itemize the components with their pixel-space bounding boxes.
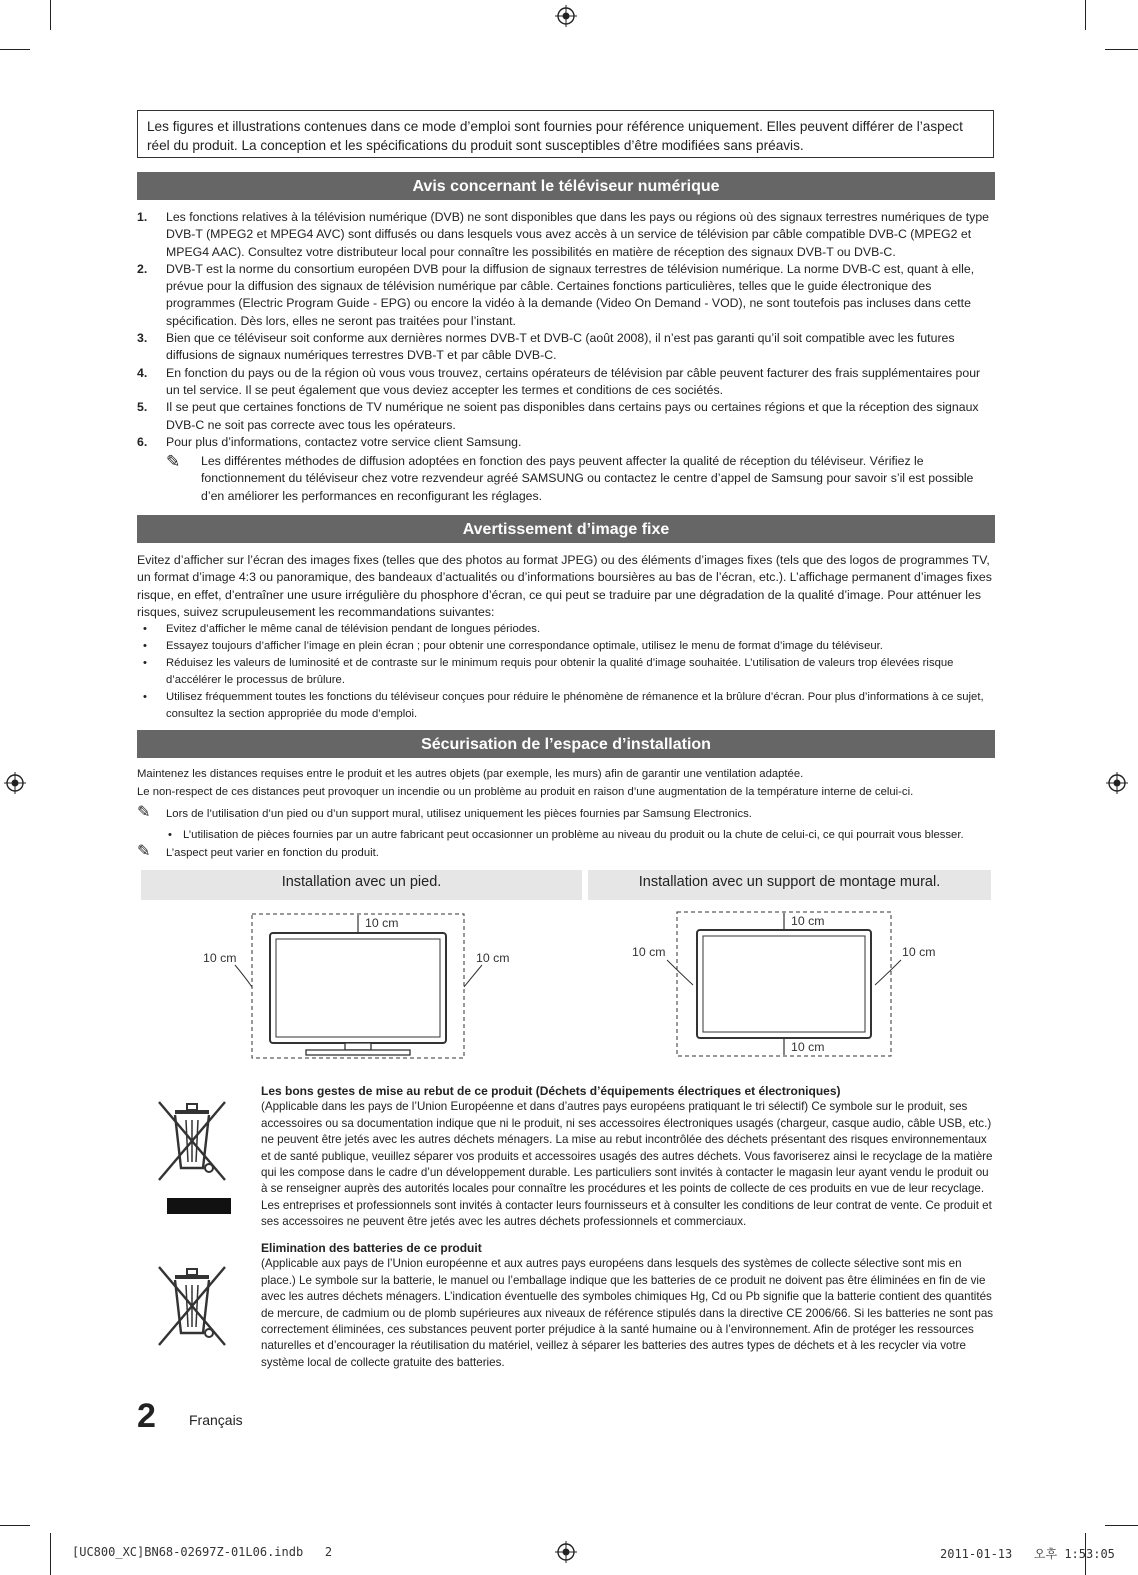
registration-mark-icon — [555, 1541, 577, 1563]
pencil-note-icon: ✎ — [137, 843, 151, 860]
intro-notice-box — [137, 110, 994, 158]
battery-block — [261, 1240, 995, 1371]
crop-mark — [1085, 0, 1086, 30]
crop-mark — [0, 49, 30, 50]
weee-block — [261, 1083, 995, 1231]
list-item: 5. Il se peut que certaines fonctions de TV numérique ne soient pas disponibles dans certains pays ou certaines régions et que la réception des signaux DVB-C ne soit pas correcte avec tous les opérateurs. — [137, 400, 979, 432]
stand-install-diagram — [190, 905, 530, 1060]
section-header-still-image: Avertissement d’image fixe — [137, 515, 995, 543]
install-note-2: ✎ L’aspect peut varier en fonction du produit. — [137, 843, 379, 860]
page-number: 2 — [137, 1397, 156, 1435]
distance-label-top: 10 cm — [791, 914, 825, 928]
crop-mark — [50, 0, 51, 30]
pencil-note-icon: ✎ — [137, 804, 151, 821]
still-image-intro: Evitez d’afficher sur l’écran des images fixes (telles que des photos au format JPEG) ou des éléments d’images fixes (tels que des logos de programmes TV, un format d’image 4:3 ou panoramique, des bandeaux d’actualités ou d’informations boursières au bas de l’écran, etc.). L’affichage permanent d’images fixes risque, en effet, d’entraîner une usure irrégulière du phosphore d’écran, ce qui peut se traduire par une dégradation de la qualité d’image. Pour atténuer les risques, suivez scrupuleusement les recommandations suivantes: — [137, 553, 992, 619]
install-note-1: ✎ Lors de l’utilisation d’un pied ou d’un support mural, utilisez uniquement les pièces fournies par Samsung Electronics. — [137, 804, 752, 821]
crop-mark — [1105, 1525, 1138, 1526]
list-item: • Réduisez les valeurs de luminosité et de contraste sur le minimum requis pour obtenir la qualité d’image souhaitée. L’utilisation de valeurs trop élevées risque d’accélérer le processus de brûlure. — [137, 655, 995, 689]
weee-title: Les bons gestes de mise au rebut de ce produit (Déchets d’équipements électriques et électroniques) — [261, 1084, 841, 1098]
digital-tv-list — [137, 209, 995, 505]
registration-mark-icon — [555, 5, 577, 27]
crop-mark — [1105, 49, 1138, 50]
bullet-icon: • — [168, 829, 172, 841]
wall-install-diagram — [625, 905, 935, 1065]
crop-mark — [50, 1533, 51, 1575]
list-item: • Evitez d’afficher le même canal de télévision pendant de longues périodes. — [137, 621, 995, 638]
pencil-note-icon: ✎ — [166, 452, 181, 472]
distance-label-right: 10 cm — [476, 951, 510, 965]
distance-label-right: 10 cm — [902, 945, 936, 959]
list-item: 2. DVB-T est la norme du consortium européen DVB pour la diffusion de signaux terrestres de télévision numérique. La norme DVB-C est, quant à elle, prévue pour la diffusion des signaux de télévision numérique par câble. Certaines fonctions particulières, telles que le guide électronique des programmes (Electric Program Guide - EPG) ou encore la vidéo à la demande (Video On Demand - VOD), ne sont toutefois pas incluses dans cette spécification. Dès lors, elles ne seront pas traitées pour l’instant. — [137, 261, 975, 328]
list-item: 4. En fonction du pays ou de la région où vous vous trouvez, certains opérateurs de télévision par câble peuvent facturer des frais supplémentaires pour un tel service. Il se peut également que vous deviez accepter les termes et conditions de ces sociétés. — [137, 365, 981, 397]
crossed-bin-icon — [153, 1263, 233, 1353]
file-slug: [UC800_XC]BN68-02697Z-01L06.indb 2 — [72, 1545, 333, 1559]
list-item: • Utilisez fréquemment toutes les fonctions du téléviseur conçues pour réduire le phénomène de rémanence et la brûlure d’écran. Pour plus d’informations à ce sujet, consultez la section appropriée du mode d’emploi. — [137, 689, 995, 723]
section-header-digital-tv: Avis concernant le téléviseur numérique — [137, 172, 995, 200]
print-timestamp: 2011-01-13 오후 1:53:05 — [940, 1547, 1115, 1561]
distance-label-left: 10 cm — [203, 951, 237, 965]
install-line-1: Maintenez les distances requises entre le produit et les autres objets (par exemple, les murs) afin de garantir une ventilation adaptée. — [137, 768, 804, 780]
distance-label-top: 10 cm — [365, 916, 399, 930]
list-item: 3. Bien que ce téléviseur soit conforme aux dernières normes DVB-T et DVB-C (août 2008), il n’est pas garanti qu’il soit compatible avec les futures diffusions de signaux numériques terrestres DVB-T et par câble DVB-C. — [137, 331, 955, 363]
crossed-bin-icon — [153, 1098, 233, 1216]
note: ✎ Les différentes méthodes de diffusion adoptées en fonction des pays peuvent affecter la qualité de réception du téléviseur. Vérifiez le fonctionnement du téléviseur chez votre rezvendeur agréé SAMSUNG ou contactez le centre d’appel de Samsung pour savoir s’il est possible d’en améliorer les performances en reconfigurant les réglages. — [166, 452, 974, 503]
stand-install-label: Installation avec un pied. — [141, 870, 582, 900]
page-language: Français — [189, 1412, 243, 1428]
battery-text: (Applicable aux pays de l’Union européenne et aux autres pays européens dans lesquels des systèmes de collecte sélective sont mis en place.) Le symbole sur la batterie, le manuel ou l’emballage indique que les batteries de ce produit ne doivent pas être éliminées en fin de vie avec les autres déchets ménagers. L’indication éventuelle des symboles chimiques Hg, Cd ou Pb signifie que la batterie contient des quantités de mercure, de cadmium ou de plomb supérieures aux niveaux de référence stipulés dans la directive CE 2006/66. Si les batteries ne sont pas correctement éliminées, ces substances peuvent porter préjudice à la santé humaine ou à l’environnement. Afin de protéger les ressources naturelles et d’encourager la réutilisation du matériel, veillez à séparer les batteries des autres types de déchets et à les recycler via votre système local de collecte gratuite des batteries. — [261, 1257, 994, 1369]
distance-label-bottom: 10 cm — [791, 1040, 825, 1054]
install-line-2: Le non-respect de ces distances peut provoquer un incendie ou un problème au produit en raison d’une augmentation de la température interne de celui-ci. — [137, 786, 914, 798]
install-subnote: • L’utilisation de pièces fournies par un autre fabricant peut occasionner un problème au niveau du produit ou la chute de celui-ci, ce qui pourrait vous blesser. — [137, 827, 995, 844]
intro-notice-text: Les figures et illustrations contenues dans ce mode d’emploi sont fournies pour référence uniquement. Elles peuvent différer de l’aspect réel du produit. La conception et les spécifications du produit sont susceptibles d’être modifiées sans préavis. — [147, 119, 963, 153]
registration-mark-icon — [1106, 772, 1128, 794]
list-item: 1. Les fonctions relatives à la télévision numérique (DVB) ne sont disponibles que dans les pays ou régions où des signaux terrestres numériques de type DVB-T (MPEG2 et MPEG4 AVC) sont diffusés ou dans lesquels vous avez accès à un service de télévision par câble compatible DVB-C (MPEG2 et MPEG4 AAC). Consultez votre distributeur local pour connaître les possibilités en matière de réception des signaux DVB-T ou DVB-C. — [137, 210, 989, 259]
still-image-bullets — [137, 621, 995, 723]
weee-text: (Applicable dans les pays de l’Union Européenne et dans d’autres pays européens pratiquant le tri sélectif) Ce symbole sur le produit, ses accessoires ou sa documentation indique que ni le produit, ni ses accessoires électroniques usagés (chargeur, casque audio, câble USB, etc.) ne peuvent être jetés avec les autres déchets ménagers. La mise au rebut incontrôlée des déchets présentant des risques environnementaux et de santé publique, veuillez séparer vos produits et accessoires usagés des autres déchets. Vous favoriserez ainsi le recyclage de la matière qui les compose dans le cadre d’un développement durable. Les particuliers sont invités à contacter le magasin leur ayant vendu le produit ou à se renseigner auprès des autorités locales pour connaître les procédures et les points de collecte de ces produits en vue de leur recyclage. Les entreprises et professionnels sont invités à contacter leurs fournisseurs et à consulter les conditions de leur contrat de vente. Ce produit et ses accessoires ne peuvent être jetés avec les autres déchets professionnels et commerciaux. — [261, 1100, 993, 1229]
list-item: 6. Pour plus d’informations, contactez votre service client Samsung. — [137, 434, 522, 449]
crop-mark — [0, 1525, 30, 1526]
wall-install-label: Installation avec un support de montage mural. — [588, 870, 991, 900]
registration-mark-icon — [4, 772, 26, 794]
distance-label-left: 10 cm — [632, 945, 666, 959]
battery-title: Elimination des batteries de ce produit — [261, 1241, 482, 1255]
section-header-installation: Sécurisation de l’espace d’installation — [137, 730, 995, 758]
list-item: • Essayez toujours d’afficher l’image en plein écran ; pour obtenir une correspondance optimale, utilisez le menu de format d’image du téléviseur. — [137, 638, 995, 655]
